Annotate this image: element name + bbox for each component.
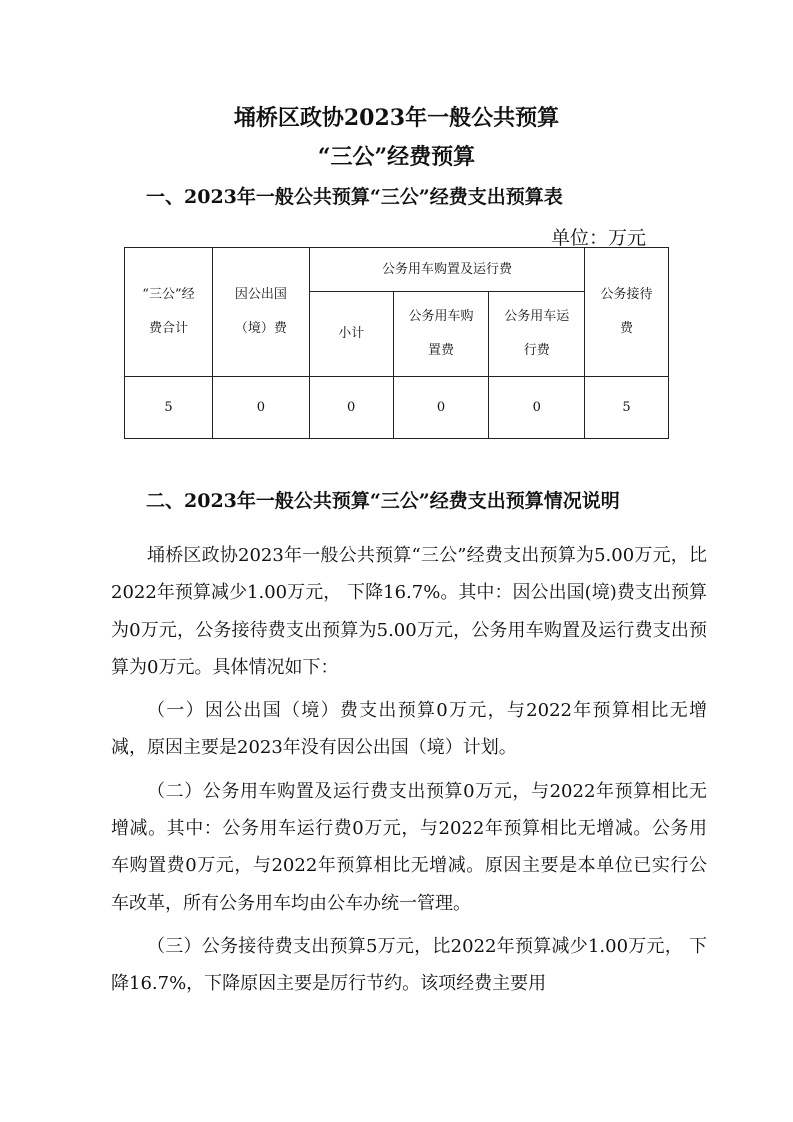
header-vehicle-purchase: 公务用车购置费 xyxy=(393,292,489,377)
paragraph: （一）因公出国（境）费支出预算0万元，与2022年预算相比无增减，原因主要是2023年没有因公出国（境）计划。 xyxy=(111,700,707,759)
unit-label: 单位：万元 xyxy=(551,227,647,249)
cell-vehicle-purchase: 0 xyxy=(393,377,489,439)
cell-subtotal: 0 xyxy=(309,377,393,439)
paragraph: （三）公务接待费支出预算5万元，比2022年预算减少1.00万元， 下降16.7%，下降原因主要是厉行节约。该项经费主要用 xyxy=(111,935,707,995)
section1-heading: 一、2023年一般公共预算“三公”经费支出预算表 xyxy=(146,186,563,208)
document-subtitle: “三公”经费预算 xyxy=(317,144,476,170)
document-title: 埇桥区政协2023年一般公共预算 xyxy=(233,105,560,131)
cell-abroad: 0 xyxy=(212,377,309,439)
header-reception: 公务接待费 xyxy=(585,248,669,377)
body-text xyxy=(111,537,707,1003)
header-abroad: 因公出国（境）费 xyxy=(212,248,309,377)
paragraph: （二）公务用车购置及运行费支出预算0万元，与2022年预算相比无增减。其中：公务用车运行费0万元，与2022年预算相比无增减。公务用车购置费0万元，与2022年预算相比无增减。原因主要是本单位已实行公车改革，所有公务用车均由公车办统一管理。 xyxy=(111,780,707,914)
header-total: “三公”经费合计 xyxy=(125,248,213,377)
header-subtotal: 小计 xyxy=(309,292,393,377)
cell-vehicle-operation: 0 xyxy=(489,377,585,439)
budget-table xyxy=(124,247,669,439)
paragraph: 埇桥区政协2023年一般公共预算“三公”经费支出预算为5.00万元，比2022年预算减少1.00万元， 下降16.7%。其中：因公出国(境)费支出预算为0万元，公务接待费支出预算为5.00万元，公务用车购置及运行费支出预算为0万元。具体情况如下： xyxy=(111,545,707,678)
cell-total: 5 xyxy=(125,377,213,439)
section2-heading: 二、2023年一般公共预算“三公”经费支出预算情况说明 xyxy=(146,490,620,512)
cell-reception: 5 xyxy=(585,377,669,439)
header-vehicle-group: 公务用车购置及运行费 xyxy=(309,248,584,292)
table-row xyxy=(125,377,669,439)
header-vehicle-operation: 公务用车运行费 xyxy=(489,292,585,377)
